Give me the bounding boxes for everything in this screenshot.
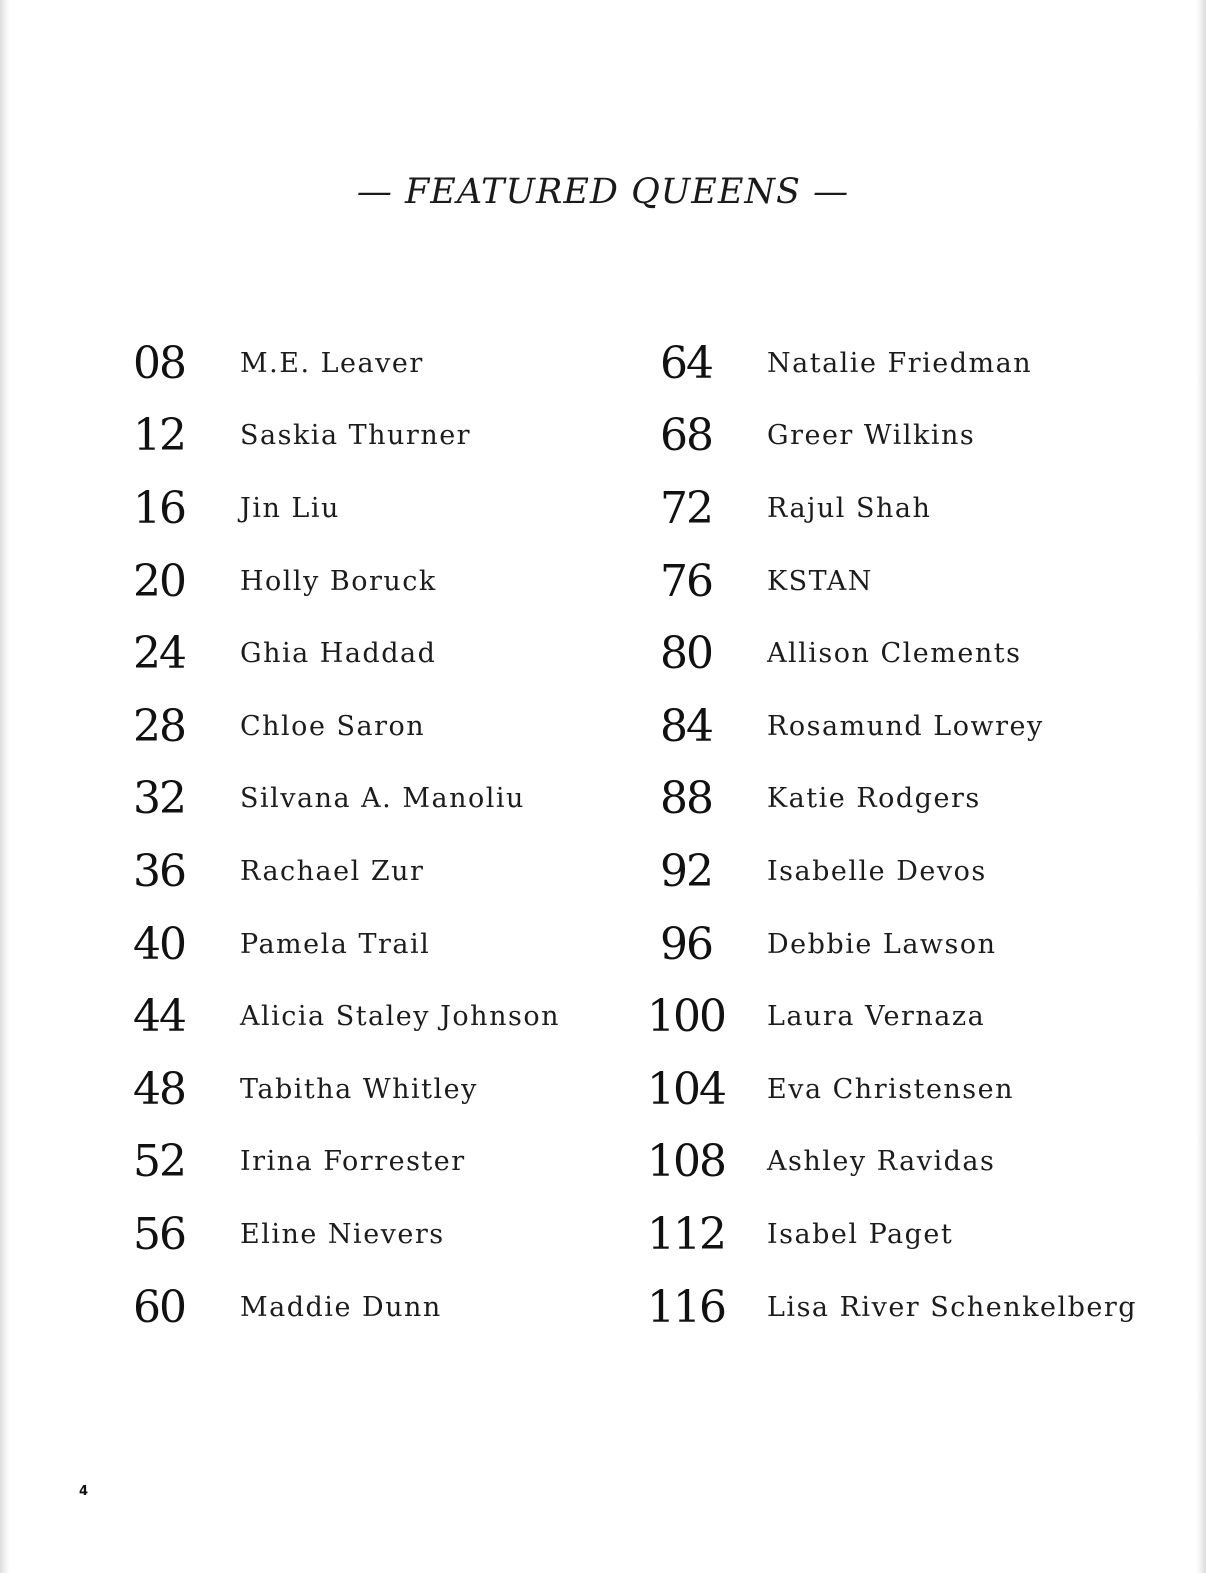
- entry-name: Greer Wilkins: [767, 420, 976, 452]
- entry-name: Holly Boruck: [240, 565, 437, 597]
- contents-entry: [645, 1053, 1137, 1126]
- entry-name: Isabelle Devos: [767, 855, 987, 887]
- entry-name: Chloe Saron: [240, 710, 426, 742]
- contents-entry: [118, 472, 560, 545]
- contents-entry: [118, 835, 560, 908]
- entry-page-number: 32: [133, 773, 185, 825]
- contents-entry: [118, 763, 560, 836]
- entry-name: M.E. Leaver: [240, 347, 424, 379]
- contents-entry: [645, 545, 1137, 618]
- entry-page-number: 44: [133, 991, 185, 1043]
- contents-entry: [118, 1126, 560, 1199]
- entry-page-number: 40: [133, 918, 185, 970]
- entry-page-number: 64: [660, 337, 712, 389]
- entry-page-number: 96: [660, 918, 712, 970]
- entry-page-number: 88: [660, 773, 712, 825]
- contents-entry: [118, 545, 560, 618]
- contents-entry: [118, 617, 560, 690]
- entry-name: Debbie Lawson: [767, 928, 997, 960]
- entry-name: Lisa River Schenkelberg: [767, 1291, 1138, 1323]
- entry-page-number: 16: [133, 482, 185, 534]
- contents-entry: [645, 835, 1137, 908]
- entry-page-number: 24: [133, 628, 185, 680]
- entry-name: Rachael Zur: [240, 855, 425, 887]
- entry-page-number: 08: [133, 337, 185, 389]
- contents-entry: [118, 980, 560, 1053]
- entry-page-number: 116: [647, 1281, 725, 1333]
- entry-page-number: 104: [647, 1063, 725, 1115]
- entry-page-number: 20: [133, 555, 185, 607]
- contents-entry: [645, 1271, 1137, 1344]
- contents-entry: [645, 1198, 1137, 1271]
- entry-name: Eline Nievers: [240, 1218, 445, 1250]
- entry-page-number: 80: [660, 628, 712, 680]
- entry-name: Jin Liu: [240, 492, 340, 524]
- contents-entry: [118, 400, 560, 473]
- entry-name: Irina Forrester: [240, 1146, 466, 1178]
- entry-page-number: 112: [647, 1208, 725, 1260]
- page-title: — FEATURED QUEENS —: [356, 172, 850, 212]
- folio-page-number: 4: [79, 1484, 89, 1499]
- entry-name: Tabitha Whitley: [240, 1073, 478, 1105]
- entry-name: Ashley Ravidas: [767, 1146, 996, 1178]
- entry-page-number: 68: [660, 410, 712, 462]
- entry-page-number: 36: [133, 845, 185, 897]
- contents-entry: [645, 980, 1137, 1053]
- entry-page-number: 48: [133, 1063, 185, 1115]
- entry-name: Ghia Haddad: [240, 638, 437, 670]
- contents-entry: [118, 1271, 560, 1344]
- entry-name: Isabel Paget: [767, 1218, 954, 1250]
- entry-page-number: 76: [660, 555, 712, 607]
- contents-entry: [645, 1126, 1137, 1199]
- contents-entry: [118, 327, 560, 400]
- contents-entry: [118, 1198, 560, 1271]
- entry-name: Silvana A. Manoliu: [240, 783, 525, 815]
- contents-column-right: [645, 327, 1137, 1343]
- entry-name: Rajul Shah: [767, 492, 932, 524]
- contents-entry: [118, 690, 560, 763]
- contents-column-left: [118, 327, 560, 1343]
- entry-name: Natalie Friedman: [767, 347, 1033, 379]
- contents-entry: [645, 327, 1137, 400]
- entry-page-number: 56: [133, 1208, 185, 1260]
- page-edge-right: [1196, 0, 1206, 1573]
- entry-page-number: 100: [647, 991, 725, 1043]
- page-edge-left: [0, 0, 10, 1573]
- contents-entry: [118, 908, 560, 981]
- entry-name: KSTAN: [767, 565, 873, 597]
- entry-name: Laura Vernaza: [767, 1001, 986, 1033]
- entry-page-number: 12: [133, 410, 185, 462]
- contents-entry: [645, 400, 1137, 473]
- entry-page-number: 60: [133, 1281, 185, 1333]
- entry-page-number: 52: [133, 1136, 185, 1188]
- contents-entry: [645, 617, 1137, 690]
- entry-name: Eva Christensen: [767, 1073, 1015, 1105]
- entry-name: Saskia Thurner: [240, 420, 472, 452]
- entry-name: Rosamund Lowrey: [767, 710, 1044, 742]
- entry-page-number: 92: [660, 845, 712, 897]
- entry-name: Pamela Trail: [240, 928, 431, 960]
- entry-page-number: 72: [660, 482, 712, 534]
- contents-entry: [645, 763, 1137, 836]
- entry-page-number: 28: [133, 700, 185, 752]
- entry-page-number: 108: [647, 1136, 725, 1188]
- entry-name: Maddie Dunn: [240, 1291, 442, 1323]
- contents-entry: [645, 472, 1137, 545]
- contents-entry: [645, 690, 1137, 763]
- entry-name: Allison Clements: [767, 638, 1022, 670]
- contents-entry: [645, 908, 1137, 981]
- contents-entry: [118, 1053, 560, 1126]
- entry-name: Alicia Staley Johnson: [240, 1001, 560, 1033]
- entry-name: Katie Rodgers: [767, 783, 981, 815]
- entry-page-number: 84: [660, 700, 712, 752]
